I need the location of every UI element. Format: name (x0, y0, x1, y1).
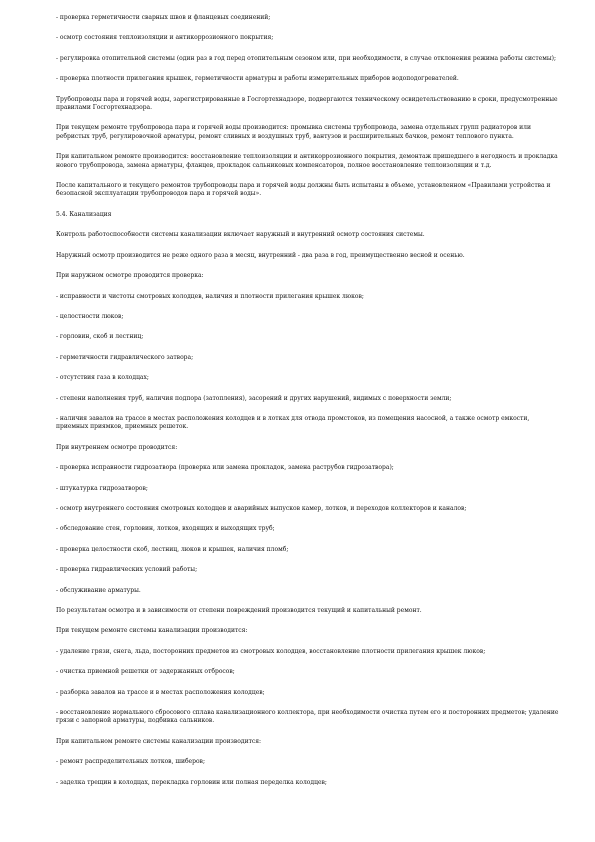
list-item: - отсутствия газа в колодцах; (56, 374, 149, 382)
paragraph: При наружном осмотре проводится проверка: (56, 272, 204, 280)
paragraph: При текущем ремонте трубопровода пара и горячей воды производится: промывка системы трубопровода, замена отдельных групп радиаторов или ребристых труб, регулировочной арматуры, ремонт сливных и воздушных труб, вантузов и расширительных бачков, ремонт теплового пункта. (56, 124, 531, 140)
list-item: - герметичности гидравлического затвора; (56, 353, 194, 361)
paragraph: При капитальном ремонте системы канализации производится: (56, 737, 262, 745)
list-item: - ремонт распределительных лотков, шиберов; (56, 758, 205, 766)
paragraph: При текущем ремонте системы канализации производится: (56, 627, 248, 635)
list-item: - наличия завалов на трассе в местах расположения колодцев и в лотках для отвода промстоков, из помещения насосной, а также осмотр емкости, приемных приямков, приемных решеток. (56, 414, 530, 431)
list-item: - проверка плотности прилегания крышек, герметичности арматуры и работы измерительных приборов водоподогревателей. (56, 75, 459, 83)
list-item: - регулировка отопительной системы (один раз в год перед отопительным сезоном или, при необходимости, в случае отклонения режима работы системы); (56, 54, 557, 62)
list-item: - восстановление нормального сбросового сплава канализационного коллектора, при необходимости очистка путем его и посторонних предметов; удаление грязи с запорной арматуры, подбивка сальников. (56, 709, 559, 725)
list-item: - проверка герметичности сварных швов и фланцевых соединений; (56, 14, 271, 21)
paragraph: При внутреннем осмотре проводится: (56, 443, 178, 451)
paragraph: После капитального и текущего ремонтов трубопроводы пара и горячей воды должны быть испытаны в объеме, установленном «Правилами устройства и безопасной эксплуатации трубопроводов пара и горячей воды». (56, 182, 551, 198)
list-item: - обследование стен, горловин, лотков, входящих и выходящих труб; (56, 525, 275, 533)
list-item: - горловин, скоб и лестниц; (56, 333, 144, 341)
section-heading: 5.4. Канализация (56, 210, 112, 218)
list-item: - обслуживание арматуры. (56, 586, 141, 594)
list-item: - осмотр состояния теплоизоляции и антикоррозионного покрытия; (56, 34, 274, 42)
list-item: - проверка исправности гидрозатвора (проверка или замена прокладок, замена раструбов гидрозатвора); (56, 464, 394, 472)
list-item: - очистка приемной решетки от задержанных отбросов; (56, 668, 235, 676)
list-item: - заделка трещин в колодцах, перекладка горловин или полная переделка колодцев; (56, 778, 327, 786)
list-item: - проверка целостности скоб, лестниц, люков и крышек, наличия пломб; (56, 545, 289, 553)
list-item: - разборка завалов на трассе и в местах расположения колодцев; (56, 688, 265, 696)
list-item: - целостности люков; (56, 312, 124, 320)
paragraph: Трубопроводы пара и горячей воды, зарегистрированные в Госгортехнадзоре, подвергаются техническому освидетельствованию в сроки, предусмотренные правилами Госгортехнадзора. (56, 95, 558, 112)
list-item: - исправности и чистоты смотровых колодцев, наличия и плотности прилегания крышек люков; (56, 292, 364, 300)
list-item: - проверка гидравлических условий работы; (56, 566, 198, 574)
paragraph: При капитальном ремонте производится: восстановление теплоизоляции и антикоррозионного покрытия, демонтаж пришедшего в негодность и прокладка нового трубопровода, замена арматуры, фланцев, прокладок сальниковых компенсаторов, полное восстановление теплоизоляции и т.д. (56, 153, 558, 169)
paragraph: По результатам осмотра и в зависимости от степени повреждений производится текущий и капитальный ремонт. (56, 607, 422, 614)
list-item: - осмотр внутреннего состояния смотровых колодцев и аварийных выпусков камер, лотков, и переходов коллекторов и каналов; (56, 504, 467, 512)
paragraph: Наружный осмотр производится не реже одного раза в месяц, внутренний - два раза в год, преимущественно весной и осенью. (56, 251, 465, 259)
paragraph: Контроль работоспособности системы канализации включает наружный и внутренний осмотр состояния системы. (56, 231, 425, 239)
list-item: - штукатурка гидрозатворов; (56, 484, 148, 492)
list-item: - степени наполнения труб, наличия подпора (затопления), засорений и других нарушений, видимых с поверхности земли; (56, 394, 452, 402)
list-item: - удаление грязи, снега, льда, посторонних предметов из смотровых колодцев, восстановление плотности прилегания крышек люков; (56, 647, 486, 655)
